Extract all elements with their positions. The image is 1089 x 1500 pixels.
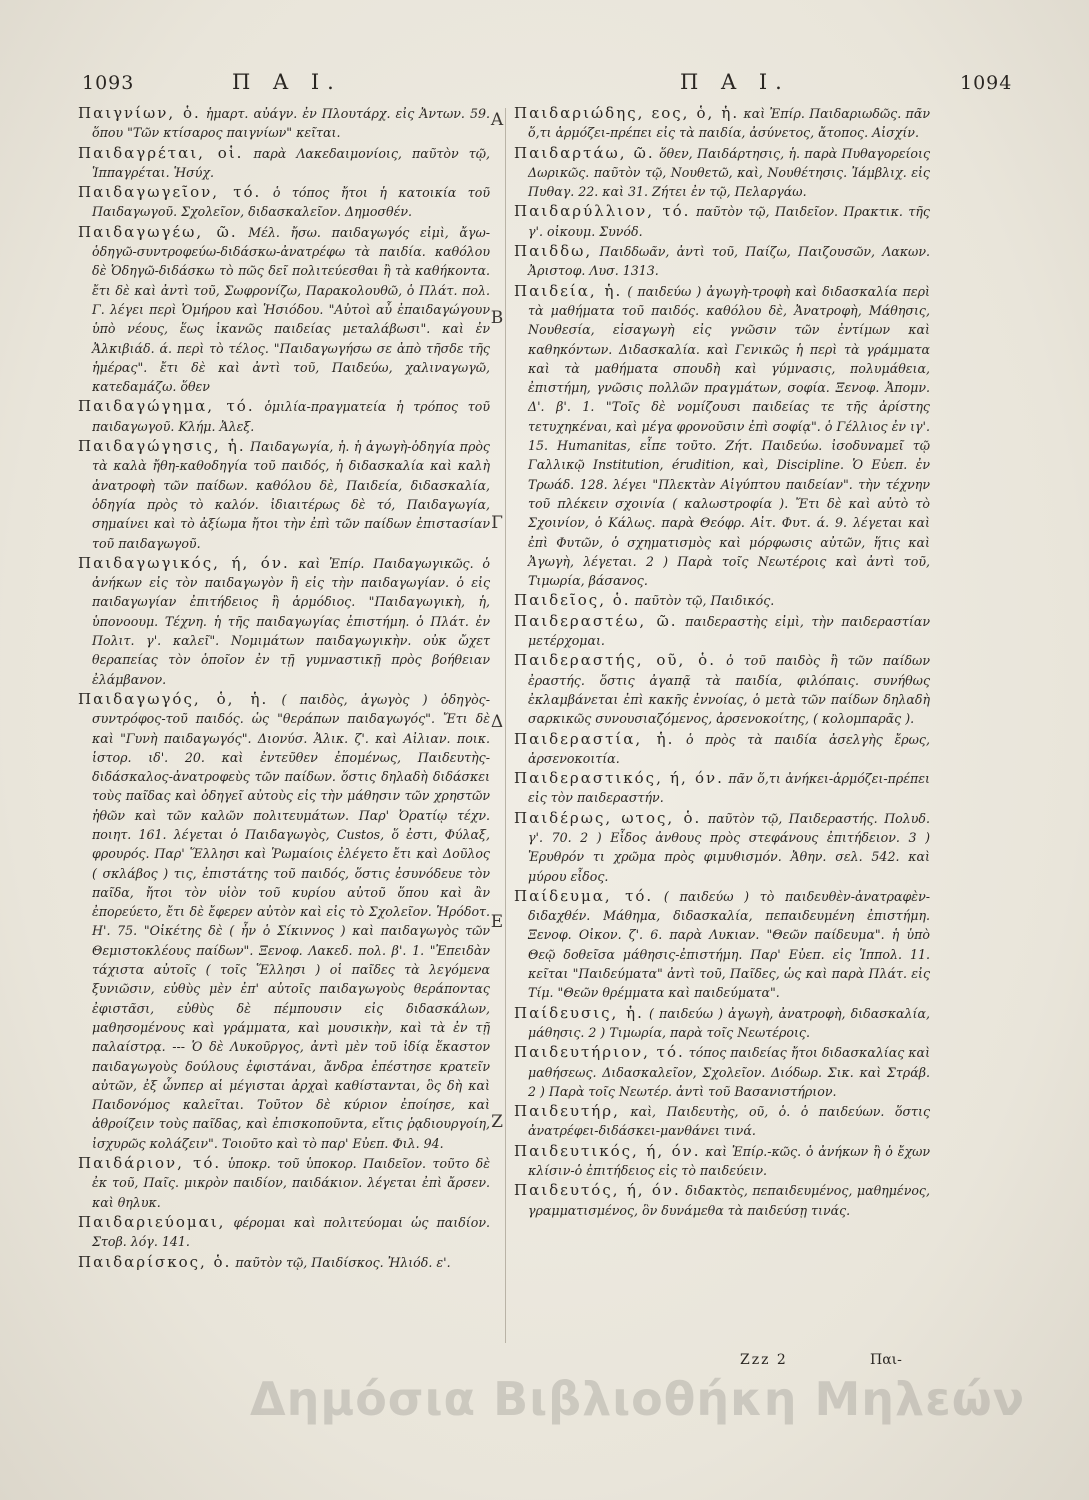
entry-definition: πᾶν ὅ,τι ἀνήκει-ἁρμόζει-πρέπει εἰς τὸν παιδεραστήν. — [528, 771, 930, 806]
dictionary-entry — [514, 242, 930, 281]
dictionary-entry — [78, 437, 490, 553]
entry-definition: φέρομαι καὶ πολιτεύομαι ὡς παιδίον. Στοβ. λόγ. 141. — [92, 1214, 490, 1250]
entry-headword: Παιδδω, — [514, 242, 593, 261]
library-watermark: Δημόσια Βιβλιοθήκη Μηλεών — [250, 1372, 1026, 1426]
dictionary-entry — [514, 1043, 930, 1101]
entry-headword: Παιδεία, ἡ. — [514, 281, 623, 300]
entry-definition: Παιδδωᾶν, ἀντὶ τοῦ, Παίζω, Παιζουσῶν, Λακων. Ἀριστοφ. Λυσ. 1313. — [528, 244, 930, 279]
dictionary-entry — [514, 144, 930, 202]
dictionary-entry — [78, 554, 490, 689]
dictionary-entry — [78, 144, 490, 183]
dictionary-entry — [78, 1253, 490, 1272]
entry-headword: Παιδευτήρ, — [514, 1102, 620, 1121]
dictionary-entry — [514, 809, 930, 886]
entry-headword: Παίδευμα, τό. — [514, 886, 654, 905]
entry-headword: Παιδέρως, ωτος, ὁ. — [514, 808, 702, 827]
entry-headword: Παιδαριώδης, εος, ὁ, ἡ. — [514, 104, 740, 122]
entry-headword: Παιδευτήριον, τό. — [514, 1043, 685, 1062]
dictionary-entry — [514, 1004, 930, 1043]
entry-headword: Παιδαρίσκος, ὁ. — [78, 1252, 232, 1271]
dictionary-entry — [78, 1154, 490, 1212]
entry-headword: Παιδεραστία, ἡ. — [514, 729, 675, 748]
entry-definition: ὑποκρ. τοῦ ὑποκορ. Παιδεῖον. τοῦτο δὲ ἐκ τοῦ, Παῖς. μικρὸν παιδίον, παιδάκιον. λέγεται ἐπὶ ἄρσεν. καὶ θηλυκ. — [92, 1156, 491, 1210]
entry-definition: παιδεραστὴς εἰμὶ, τὴν παιδεραστίαν μετέρχομαι. — [528, 613, 930, 649]
dictionary-entry — [514, 1181, 930, 1220]
entry-headword: Παίδευσις, ἡ. — [514, 1003, 644, 1022]
entry-definition: ὁ πρὸς τὰ παιδία ἀσελγὴς ἔρως, ἀρσενοκοιτία. — [528, 731, 930, 766]
entry-definition: τόπος παιδείας ἤτοι διδασκαλίας καὶ μαθήσεως. Διδασκαλεῖον, Σχολεῖον. Διόδωρ. Σικ. καὶ Στράβ. 2 ) Παρὰ τοῖς Νεωτέρ. ἀντὶ τοῦ Βασανιστήριον. — [528, 1045, 931, 1099]
entry-definition: παῦτὸν τῷ, Παιδίσκος. Ἠλιόδ. ε'. — [235, 1254, 451, 1270]
signature-mark: Zzz 2 — [740, 1352, 788, 1368]
left-running-head: Π Α Ι. — [232, 70, 342, 94]
margin-letter-zeta: Z — [491, 1112, 503, 1132]
entry-definition: διδακτὸς, πεπαιδευμένος, μαθημένος, γραμματισμένος, ὃν δυνάμεθα τὰ παιδεύσῃ τινάς. — [528, 1183, 930, 1218]
entry-headword: Παιδευτικός, ή, όν. — [514, 1141, 701, 1160]
dictionary-entry — [78, 223, 490, 397]
margin-letter-b: B — [490, 308, 504, 328]
left-column — [78, 104, 490, 1273]
margin-letter-e: E — [490, 912, 504, 932]
dictionary-entry — [514, 104, 930, 143]
entry-definition: ὁ τόπος ἤτοι ἡ κατοικία τοῦ Παιδαγωγοῦ. Σχολεῖον, διδασκαλεῖον. Δημοσθέν. — [92, 185, 490, 220]
entry-definition: ( παιδὸς, ἀγωγὸς ) ὁδηγὸς-συντρόφος-τοῦ παιδός. ὡς "θεράπων παιδαγωγός". Ἔτι δὲ καὶ "Γυνὴ παιδαγωγός". Διονύσ. Ἀλικ. ζ'. καὶ Αἰλιαν. ποικ. ἱστορ. ιδ'. 20. καὶ ἐντεῦθεν ἐπομένως, Παιδευτὴς-διδάσκαλος-ἀνατροφεὺς τῶν παίδων. ὅστις δηλαδὴ διδάσκει τοὺς παῖδας καὶ ὁδηγεῖ αὐτοὺς εἰς τὴν μάθησιν τῶν χρηστῶν ἠθῶν καὶ τῶν καλῶν πολιτευμάτων. Παρ' Ὀρατίῳ τέχν. ποιητ. 161. λέγεται ὁ Παιδαγωγὸς, Custos, ὅ ἐστι, Φύλαξ, φρουρός. Παρ' Ἕλλησι καὶ Ῥωμαίοις ἐλέγετο ἔτι καὶ Δοῦλος ( σκλάβος ) τις, ἐπιστάτης τοῦ παιδός, ὅστις ἐσυνόδευε τὸν παῖδα, ἤτοι τὸν υἱὸν τοῦ κυρίου αὐτοῦ ὅπου καὶ ἂν ἐπορεύετο, ἔτι δὲ ἔφερεν αὐτὸν καὶ εἰς τὸ Σχολεῖον. Ἡρόδοτ. Η'. 75. "Οἰκέτης δὲ ( ἦν ὁ Σίκιννος ) καὶ παιδαγωγὸς τῶν Θεμιστοκλέους παίδων". Ξενοφ. Λακεδ. πολ. β'. 1. "Ἐπειδὰν τάχιστα αὐτοῖς ( τοῖς Ἕλλησι ) οἱ παῖδες τὰ λεγόμενα ξυνιῶσιν, εὐθὺς μὲν ἐπ' αὐτοῖς παιδαγωγοὺς θεράποντας ἐφιστᾶσι, εὐθὺς δὲ πέμπουσιν εἰς διδασκάλων, μαθησομένους καὶ γράμματα, καὶ μουσικὴν, καὶ τὰ ἐν τῇ παλαίστρᾳ. --- Ὁ δὲ Λυκοῦργος, ἀντὶ μὲν τοῦ ἰδίᾳ ἕκαστον παιδαγωγοὺς δούλους ἐφιστάναι, ἄνδρα ἐπέστησε κρατεῖν αὐτῶν, ἐξ ὧνπερ αἱ μέγισται ἀρχαὶ καθίστανται, ὃς δὴ καὶ Παιδονόμος καλεῖται. Τοῦτον δὲ κύριον ἐποίησε, καὶ ἀθροίζειν τοὺς παῖδας, καὶ ἐπισκοποῦντα, εἴτις ῥᾳδιουργοίη, ἰσχυρῶς κολάζειν". Τοιοῦτο καὶ τὸ παρ' Εὐεπ. Φιλ. 94. — [92, 691, 490, 1151]
entry-definition: παῦτὸν τῷ, Παιδεῖον. Πρακτικ. τῆς γ'. οἰκουμ. Συνόδ. — [528, 204, 930, 239]
entry-headword: Παιδαγωγικός, ή, όν. — [78, 553, 290, 572]
entry-headword: Παιδαγώγημα, τό. — [78, 397, 255, 416]
dictionary-entry — [514, 769, 930, 808]
entry-definition: παῦτὸν τῷ, Παιδικός. — [634, 593, 775, 609]
entry-definition: παρὰ Λακεδαιμονίοις, παῦτὸν τῷ, Ἱππαγρέται. Ἡσύχ. — [92, 145, 490, 180]
entry-headword: Παιδαγωγέω, ῶ. — [78, 222, 238, 241]
left-page-number: 1093 — [82, 72, 135, 94]
entry-headword: Παιδεραστής, οῦ, ὁ. — [514, 651, 716, 670]
entry-headword: Παιδαρύλλιον, τό. — [514, 202, 691, 221]
right-page-number: 1094 — [960, 72, 1013, 94]
entry-definition: ( παιδεύω ) ἀγωγὴ-τροφὴ καὶ διδασκαλία περὶ τὰ μαθήματα τοῦ παιδός. καθόλου δὲ, Ἀνατροφὴ, Μάθησις, Νουθεσία, εἰσαγωγὴ εἰς γνῶσιν τῶν ἐντίμων καὶ καθηκόντων. Διδασκαλία. καὶ Γενικῶς ἡ περὶ τὰ γράμματα καὶ τὰ μαθήματα σπουδὴ καὶ γύμνασις, πολυμάθεια, ἐπιστήμη, γνῶσις πολλῶν πραγμάτων, σοφία. Ξενοφ. Ἀπομν. Δ'. β'. 1. "Τοῖς δὲ νομίζουσι παιδείας τε τῆς ἀρίστης τετυχηκέναι, καὶ μέγα φρονοῦσιν ἐπὶ σοφίᾳ". ὁ Γέλλιος ἐν ιγ'. 15. Humanitas, εἶπε τοῦτο. Ζήτ. Παιδεύω. ἰσοδυναμεῖ τῷ Γαλλικῷ Institution, érudition, καὶ, Discipline. Ὁ Εὐεπ. ἐν Τρωάδ. 128. λέγει "Πλεκτὰν Αἰγύπτου παιδείαν". τὴν τέχνην τοῦ πλέκειν σχοινία ( καλωστροφία ). Ἔτι δὲ καὶ αὐτὸ τὸ Σχοινίον, ὁ Κάλως. παρὰ Θεόφρ. Αἰτ. Φυτ. ά. 9. λέγεται καὶ ἐπὶ Φυτῶν, ὁ σχηματισμὸς καὶ μόρφωσις αὐτῶν, ἥτις καὶ Ἀγωγὴ, λέγεται. 2 ) Παρὰ τοῖς Νεωτέροις καὶ ἀντὶ τοῦ, Τιμωρία, βάσανος. — [528, 283, 930, 589]
dictionary-entry — [514, 282, 930, 591]
dictionary-entry — [78, 104, 490, 143]
entry-definition: παῦτὸν τῷ, Παιδεραστής. Πολυδ. γ'. 70. 2 ) Εἶδος ἀνθους πρὸς στεφάνους ἐπιτήδειον. 3 ) Ἐρυθρόν τι χρῶμα πρὸς φιμυθισμόν. Ἀθην. σελ. 542. καὶ μύρου εἶδος. — [528, 810, 930, 884]
entry-definition: ὁμιλία-πραγματεία ἡ τρόπος τοῦ παιδαγωγοῦ. Κλήμ. Ἀλεξ. — [92, 399, 490, 434]
entry-definition: Μέλ. ἤσω. παιδαγωγός εἰμὶ, ἄγω-ὁδηγῶ-συντροφεύω-διδάσκω-ἀνατρέφω τὰ παιδία. καθόλου δὲ Ὁδηγῶ-διδάσκω τὸ πῶς δεῖ πολιτεύεσθαι ἢ τὰ καθήκοντα. ἔτι δὲ καὶ ἀντὶ τοῦ, Σωφρονίζω, Παρακολουθῶ, ὁ Πλάτ. πολ. Γ. λέγει περὶ Ὁμήρου καὶ Ἡσιόδου. "Αὐτοὶ αὖ ἐπαιδαγώγουν ὑπὸ νέους, ἕως ἱκανῶς παιδείας μεταλάβωσι". καὶ ἐν Ἀλκιβιάδ. ά. περὶ τὸ τέλος. "Παιδαγωγήσω σε ἀπὸ τῆσδε τῆς ἡμέρας". ἔτι δὲ καὶ ἀντὶ τοῦ, Παιδεύω, χαλιναγωγῶ, κατεδαμάζω. ὅθεν — [92, 224, 490, 395]
entry-definition: ὁ τοῦ παιδὸς ἢ τῶν παίδων ἐραστής. ὅστις ἀγαπᾷ τὰ παιδία, φιλόπαις. συνήθως ἐκλαμβάνεται ἐπὶ κακῆς ἐννοίας, ὁ μετὰ τῶν παίδων δηλαδὴ σαρκικῶς συνουσιαζόμενος, ἀρσενοκοίτης, ( κολομπαρᾶς ). — [528, 653, 930, 727]
dictionary-entry — [514, 612, 930, 651]
right-column — [514, 104, 930, 1221]
dictionary-entry — [78, 397, 490, 436]
entry-definition: καὶ Ἐπίρ.-κῶς. ὁ ἀνήκων ἢ ὁ ἔχων κλίσιν-ὁ ἐπιτήδειος εἰς τὸ παιδεύειν. — [528, 1143, 930, 1179]
dictionary-entry — [514, 730, 930, 769]
dictionary-entry — [514, 202, 930, 241]
dictionary-entry — [514, 887, 930, 1003]
entry-headword: Παιδαρτάω, ῶ. — [514, 143, 655, 162]
margin-letter-a: A — [490, 110, 504, 130]
entry-headword: Παιδάριον, τό. — [78, 1154, 222, 1173]
entry-headword: Παιδεραστέω, ῶ. — [514, 611, 678, 630]
dictionary-entry — [514, 1142, 930, 1181]
entry-headword: Παιδαριεύομαι, — [78, 1212, 226, 1231]
dictionary-entry — [78, 690, 490, 1153]
dictionary-entry — [514, 1102, 930, 1141]
entry-headword: Παιδαγρέται, οἱ. — [78, 143, 244, 162]
entry-headword: Παιδεραστικός, ή, όν. — [514, 769, 724, 788]
dictionary-entry — [514, 591, 930, 610]
entry-definition: ( παιδεύω ) ἀγωγὴ, ἀνατροφὴ, διδασκαλία, μάθησις. 2 ) Τιμωρία, παρὰ τοῖς Νεωτέροις. — [528, 1005, 930, 1040]
margin-letter-gamma: Γ — [491, 513, 503, 533]
entry-headword: Παιδεῖος, ὁ. — [514, 591, 631, 610]
entry-definition: καὶ Ἐπίρ. Παιδαγωγικῶς. ὁ ἀνήκων εἰς τὸν παιδαγωγὸν ἢ εἰς τὴν παιδαγωγίαν. ὁ εἰς παιδαγωγίαν ἐπιτήδειος ἢ ἁρμόδιος. "Παιδαγωγικὴ, ἡ, ὑπονοουμ. Τέχνη. ἡ τῆς παιδαγωγίας ἐπιστήμη. ὁ Πλάτ. ἐν Πολιτ. γ'. καλεῖ". Νομιμάτων παιδαγωγικὴν. οὐκ ὤχετ θεραπείας τὸν ὁποῖον ἐν τῇ γυμναστικῇ πρὸς βοήθειαν ἐλάμβανον. — [92, 555, 491, 687]
entry-headword: Παιδαγωγός, ὁ, ἡ. — [78, 689, 269, 708]
margin-letter-delta: Δ — [490, 712, 504, 732]
entry-definition: ἡμαρτ. αὐάγν. ἐν Πλουτάρχ. εἰς Ἀντων. 59. ὅπου "Τῶν κτίσαρος παιγνίων" κεῖται. — [92, 106, 490, 141]
entry-definition: ( παιδεύω ) τὸ παιδευθὲν-ἀνατραφὲν-διδαχθέν. Μάθημα, διδασκαλία, πεπαιδευμένη ἐπιστήμη. Ξενοφ. Οἰκον. ζ'. 6. παρὰ Λυκιαν. "Θεῶν παίδευμα". ἡ ὑπὸ Θεῷ δοθεῖσα μάθησις-ἐπιστήμη. Παρ' Εὐεπ. εἰς Ἱππολ. 11. κεῖται "Παιδεύματα" ἀντὶ τοῦ, Παῖδες, ὡς καὶ παρὰ Πλάτ. εἰς Τίμ. "Θεῶν θρέμματα καὶ παιδεύματα". — [528, 888, 930, 1001]
entry-headword: Παιδαγωγεῖον, τό. — [78, 183, 262, 202]
entry-definition: καὶ, Παιδευτὴς, οῦ, ὁ. ὁ παιδεύων. ὅστις ἀνατρέφει-διδάσκει-μανθάνει τινά. — [528, 1104, 930, 1139]
entry-definition: ὅθεν, Παιδάρτησις, ἡ. παρὰ Πυθαγορείοις Δωρικῶς. παῦτὸν τῷ, Νουθετῶ, καὶ, Νουθέτησις. Ἰάμβλιχ. εἰς Πυθαγ. 22. καὶ 31. Ζήτει ἐν τῷ, Πελαργάω. — [528, 145, 931, 200]
dictionary-entry — [514, 651, 930, 728]
entry-definition: καὶ Ἐπίρ. Παιδαριωδῶς. πᾶν ὅ,τι ἁρμόζει-πρέπει εἰς τὰ παιδία, ἀσύνετος, ἄτοπος. Αἰσχίν. — [528, 106, 930, 141]
entry-headword: Παιγνίων, ὁ. — [78, 104, 201, 122]
entry-headword: Παιδαγώγησις, ἡ. — [78, 437, 246, 456]
catchword: Παι- — [870, 1352, 902, 1368]
dictionary-entry — [78, 183, 490, 222]
entry-definition: Παιδαγωγία, ἡ. ἡ ἀγωγὴ-ὁδηγία πρὸς τὰ καλὰ ἤθη-καθοδηγία τοῦ παιδός, ἡ διδασκαλία καὶ καλὴ ἀνατροφὴ τῶν παίδων. καθόλου δὲ, Παιδεία, διδασκαλία, ὁδηγία πρὸς τὸ καλόν. ἰδιαιτέρως δὲ τό, Παιδαγωγία, σημαίνει καὶ τὸ ἀξίωμα ἤτοι τὴν ἐπὶ τῶν παίδων ἐπιστασίαν τοῦ παιδαγωγοῦ. — [92, 439, 490, 551]
dictionary-entry — [78, 1213, 490, 1252]
right-running-head: Π Α Ι. — [680, 70, 790, 94]
entry-headword: Παιδευτός, ή, όν. — [514, 1181, 681, 1200]
